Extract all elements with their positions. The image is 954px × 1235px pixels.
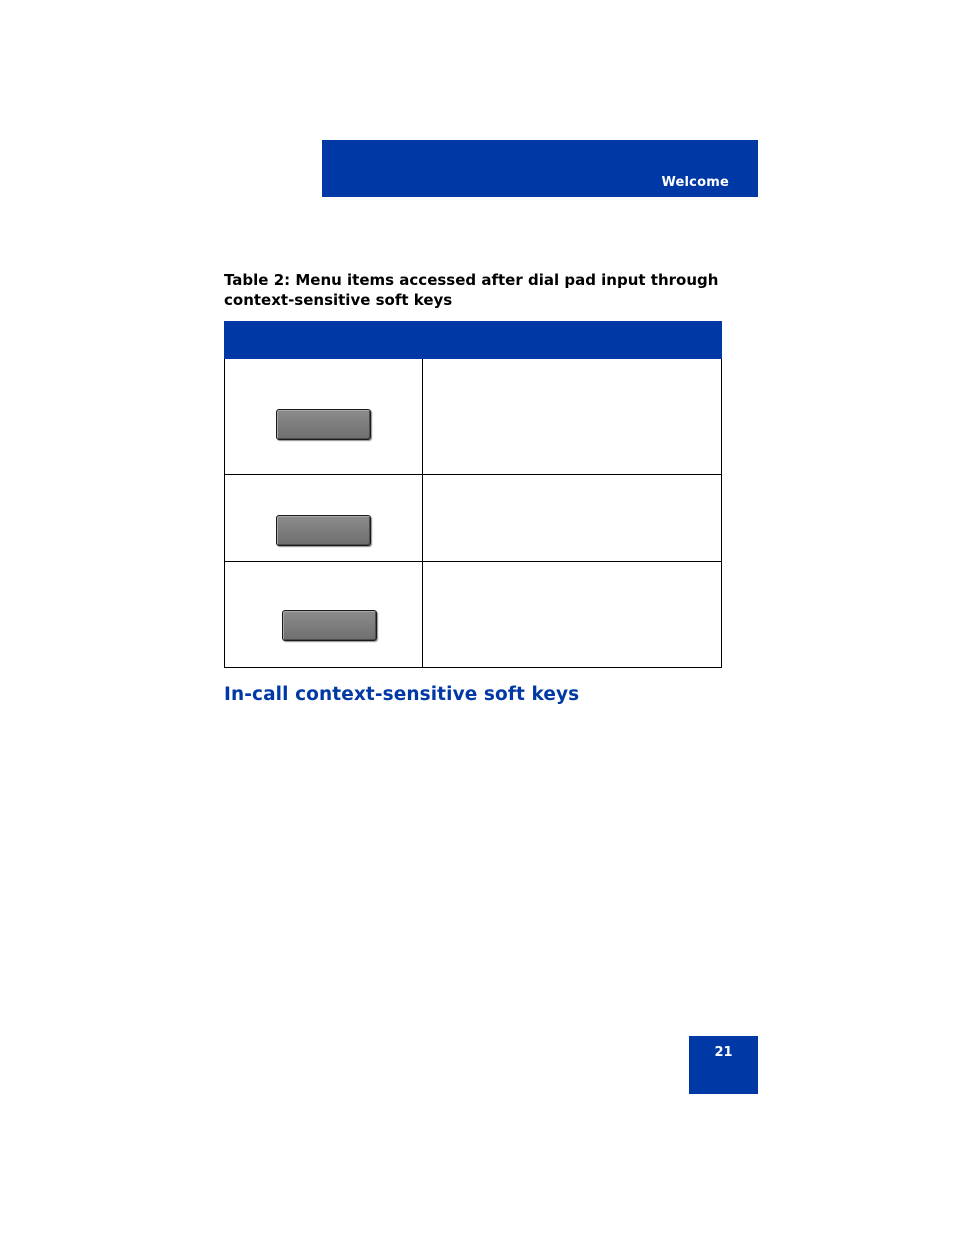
- description-cell: [422, 359, 721, 475]
- chapter-header-bar: [322, 140, 758, 197]
- table-caption: [224, 271, 724, 310]
- section-heading: In-call context-sensitive soft keys: [224, 684, 580, 705]
- soft-key-cell: [225, 475, 423, 562]
- table-caption-line-2: context-sensitive soft keys: [224, 290, 453, 309]
- table-row: [225, 562, 722, 668]
- table-header-cell-description: [422, 322, 721, 359]
- soft-key-button-icon: [276, 409, 371, 440]
- page-number-box: [689, 1036, 758, 1094]
- table-header-row: [225, 322, 722, 359]
- soft-key-cell: [225, 562, 423, 668]
- table-row: [225, 475, 722, 562]
- description-cell: [422, 562, 721, 668]
- table-header-cell-soft-key: [225, 322, 423, 359]
- table-caption-line-1: Table 2: Menu items accessed after dial pad input through: [224, 271, 719, 289]
- page-number: 21: [714, 1045, 733, 1060]
- soft-key-cell: [225, 359, 423, 475]
- soft-key-button-icon: [276, 515, 371, 546]
- menu-items-table: [224, 321, 722, 668]
- soft-key-button-icon: [282, 610, 377, 641]
- description-cell: [422, 475, 721, 562]
- chapter-title: Welcome: [661, 175, 729, 190]
- table-row: [225, 359, 722, 475]
